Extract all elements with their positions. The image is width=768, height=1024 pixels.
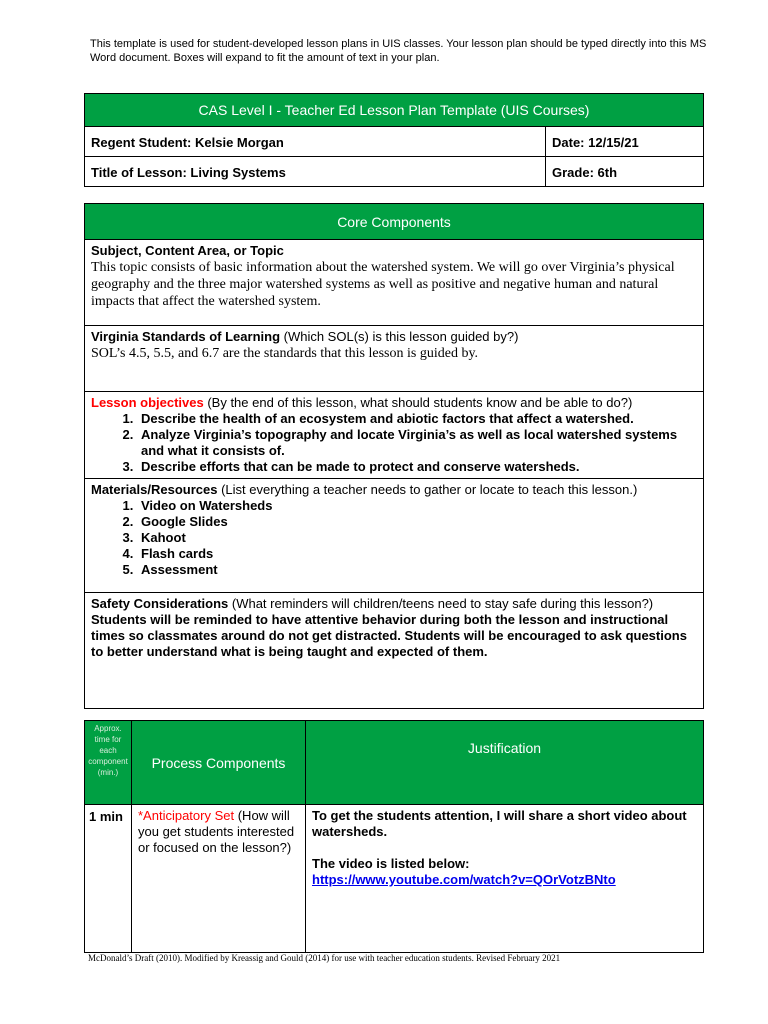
student-name: Regent Student: Kelsie Morgan [85,127,546,157]
core-components-table [84,203,704,709]
sol-label: Virginia Standards of Learning [91,329,281,344]
time-header: Approx. time for each component (min.) [85,721,132,805]
objectives-section [85,392,704,479]
material-item: 1. Video on Watersheds [137,498,697,514]
subject-label: Subject, Content Area, or Topic [91,243,284,258]
materials-label: Materials/Resources [91,482,218,497]
material-item: 2. Google Slides [137,514,697,530]
sol-section [85,326,704,392]
lesson-title: Title of Lesson: Living Systems [85,157,546,187]
objectives-label: Lesson objectives [91,395,204,410]
objective-item: 2. Analyze Virginia’s topography and locate Virginia’s as well as local watershed systems and what it consists of. [137,427,697,459]
video-note: The video is listed below: [312,856,470,871]
objective-item: 3. Describe efforts that can be made to protect and conserve watersheds. [137,459,697,475]
lesson-date: Date: 12/15/21 [546,127,704,157]
sol-text: SOL’s 4.5, 5.5, and 6.7 are the standards that this lesson is guided by. [91,346,479,361]
anticipatory-set-prompt: (How will you get students interested or focused on the lesson?) [138,808,295,855]
materials-prompt: (List everything a teacher needs to gather or locate to teach this lesson.) [217,482,638,497]
material-item: 4. Flash cards [137,546,697,562]
subject-text: This topic consists of basic information about the watershed system. We will go over Virginia’s physical geography and the three major watershed systems as well as positive and negative human and natural impacts that affect the watershed system. [91,260,675,309]
justification-cell [306,805,704,953]
anticipatory-set-label: *Anticipatory Set [138,808,235,823]
safety-text: Students will be reminded to have attentive behavior during both the lesson and instructional times so classmates around do not get distracted. Students will be encouraged to ask questions to better understand what is being taught and expected of them. [91,612,687,659]
header-table [84,93,704,187]
objective-item: 1. Describe the health of an ecosystem and abiotic factors that affect a watershed. [137,411,697,427]
sol-prompt: (Which SOL(s) is this lesson guided by?) [280,329,519,344]
safety-label: Safety Considerations [91,596,229,611]
process-table [84,720,704,953]
materials-section [85,479,704,593]
objectives-prompt: (By the end of this lesson, what should students know and be able to do?) [203,395,633,410]
grade-level: Grade: 6th [546,157,704,187]
justification-header: Justification [306,721,704,805]
objectives-list [91,411,697,475]
footer-note: McDonald’s Draft (2010). Modified by Kreassig and Gould (2014) for use with teacher education students. Revised February 2021 [88,953,561,963]
material-item: 3. Kahoot [137,530,697,546]
safety-prompt: (What reminders will children/teens need to stay safe during this lesson?) [228,596,654,611]
time-value: 1 min [85,805,132,953]
template-title: CAS Level I - Teacher Ed Lesson Plan Template (UIS Courses) [85,94,704,127]
intro-note: This template is used for student-developed lesson plans in UIS classes. Your lesson plan should be typed directly into this MS Word document. Boxes will expand to fit the amount of text in your plan. [90,38,707,64]
subject-section [85,240,704,326]
video-link[interactable]: https://www.youtube.com/watch?v=QOrVotzBNto [312,872,616,887]
process-components-header: Process Components [132,721,306,805]
justification-text: To get the students attention, I will share a short video about watersheds. [312,808,687,839]
material-item: 5. Assessment [137,562,697,578]
safety-section [85,593,704,709]
materials-list [91,498,697,578]
anticipatory-set-cell [132,805,306,953]
core-components-heading: Core Components [85,204,704,240]
